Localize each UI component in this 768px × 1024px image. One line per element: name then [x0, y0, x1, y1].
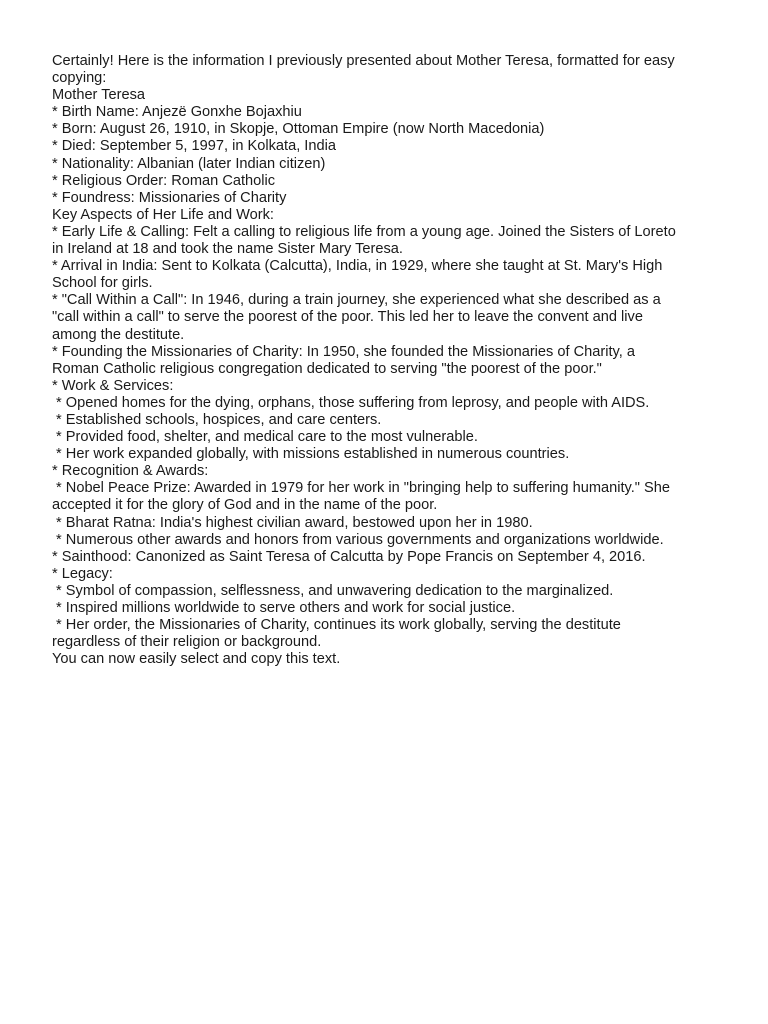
- list-item: * Birth Name: Anjezë Gonxhe Bojaxhiu: [52, 104, 302, 121]
- list-item-continuation: regardless of their religion or background.: [52, 634, 322, 651]
- list-item: * "Call Within a Call": In 1946, during a train journey, she experienced what she described as a: [52, 292, 661, 309]
- closing-line: You can now easily select and copy this text.: [52, 651, 341, 668]
- list-item: * Died: September 5, 1997, in Kolkata, India: [52, 138, 336, 155]
- section-title: Mother Teresa: [52, 87, 146, 104]
- sub-list-item: * Numerous other awards and honors from various governments and organizations worldwide.: [52, 531, 664, 548]
- intro-line: copying:: [52, 70, 107, 87]
- list-item: * Legacy:: [52, 565, 113, 582]
- intro-line: Certainly! Here is the information I previously presented about Mother Teresa, formatted for easy: [52, 53, 675, 69]
- list-item: * Foundress: Missionaries of Charity: [52, 189, 287, 206]
- section-heading: Key Aspects of Her Life and Work:: [52, 206, 274, 223]
- sub-list-item: * Her work expanded globally, with missions established in numerous countries.: [52, 446, 570, 463]
- list-item: * Religious Order: Roman Catholic: [52, 172, 276, 189]
- list-item-continuation: accepted it for the glory of God and in the name of the poor.: [52, 497, 438, 514]
- document-body: [52, 53, 722, 668]
- list-item: * Sainthood: Canonized as Saint Teresa of Calcutta by Pope Francis on September 4, 2016.: [52, 548, 646, 565]
- list-item-continuation: "call within a call" to serve the poorest of the poor. This led her to leave the convent and live: [52, 309, 643, 326]
- list-item: * Nationality: Albanian (later Indian citizen): [52, 155, 326, 172]
- list-item: * Founding the Missionaries of Charity: In 1950, she founded the Missionaries of Charity, a: [52, 343, 635, 360]
- sub-list-item: * Established schools, hospices, and care centers.: [52, 411, 382, 428]
- list-item: * Arrival in India: Sent to Kolkata (Calcutta), India, in 1929, where she taught at St. Mary's High: [52, 258, 663, 275]
- list-item-continuation: among the destitute.: [52, 326, 185, 343]
- sub-list-item: * Her order, the Missionaries of Charity, continues its work globally, serving the destitute: [52, 617, 621, 634]
- sub-list-item: * Nobel Peace Prize: Awarded in 1979 for her work in "bringing help to suffering humanity." She: [52, 480, 670, 497]
- sub-list-item: * Opened homes for the dying, orphans, those suffering from leprosy, and people with AIDS.: [52, 394, 650, 411]
- list-item: * Early Life & Calling: Felt a calling to religious life from a young age. Joined the Sisters of Loreto: [52, 223, 676, 240]
- list-item-continuation: Roman Catholic religious congregation dedicated to serving "the poorest of the poor.": [52, 360, 602, 377]
- list-item-continuation: School for girls.: [52, 275, 153, 292]
- list-item-continuation: in Ireland at 18 and took the name Sister Mary Teresa.: [52, 241, 403, 258]
- sub-list-item: * Provided food, shelter, and medical care to the most vulnerable.: [52, 429, 478, 446]
- list-item: * Born: August 26, 1910, in Skopje, Ottoman Empire (now North Macedonia): [52, 121, 545, 138]
- sub-list-item: * Inspired millions worldwide to serve others and work for social justice.: [52, 600, 516, 616]
- sub-list-item: * Bharat Ratna: India's highest civilian award, bestowed upon her in 1980.: [52, 514, 533, 531]
- list-item: * Recognition & Awards:: [52, 463, 209, 480]
- sub-list-item: * Symbol of compassion, selflessness, and unwavering dedication to the marginalized.: [52, 582, 614, 599]
- list-item: * Work & Services:: [52, 377, 174, 394]
